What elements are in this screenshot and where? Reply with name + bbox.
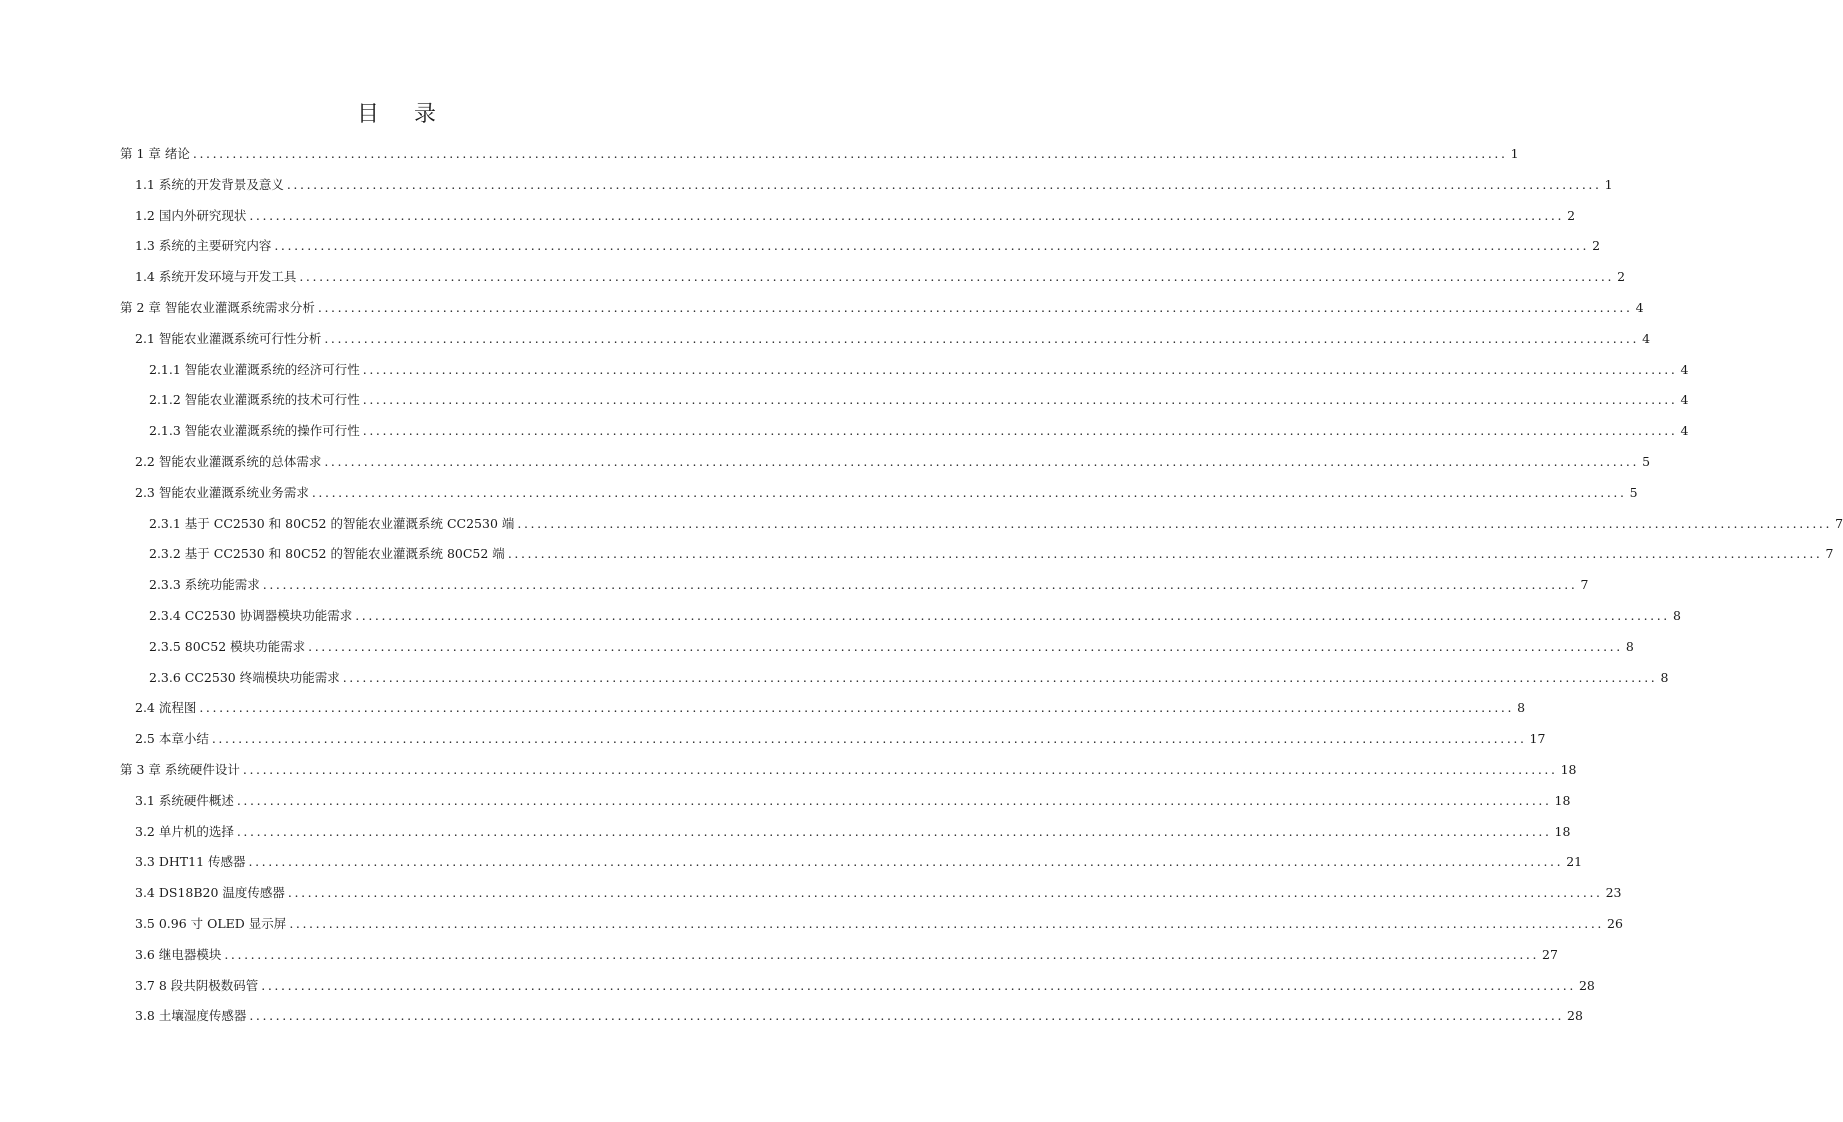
toc-entry xyxy=(149,512,1843,532)
toc-entry-label: 1.4 系统开发环境与开发工具 xyxy=(135,269,297,285)
toc-entry-page-number: 26 xyxy=(1607,916,1623,931)
toc-entry xyxy=(135,696,1526,716)
toc-entry-page-number: 4 xyxy=(1680,392,1689,408)
toc-entry-page-number: 18 xyxy=(1554,792,1571,808)
toc-dot-leader: ........................................................................................................................................................................................................ xyxy=(289,916,1604,931)
toc-entry-page-number: 8 xyxy=(1517,700,1526,716)
toc-dot-leader: ........................................................................................................................................................................................................ xyxy=(192,146,1508,161)
toc-dot-leader: ........................................................................................................................................................................................................ xyxy=(517,515,1833,531)
toc-entry-label: 3.5 0.96 寸 OLED 显示屏 xyxy=(135,916,287,931)
toc-entry-page-number: 1 xyxy=(1510,146,1519,161)
toc-entry-label: 2.2 智能农业灌溉系统的总体需求 xyxy=(135,454,322,469)
toc-entry-label: 3.4 DS18B20 温度传感器 xyxy=(135,885,285,901)
toc-entry xyxy=(135,173,1613,193)
toc-entry-label: 2.4 流程图 xyxy=(135,700,197,716)
toc-dot-leader: ........................................................................................................................................................................................................ xyxy=(342,669,1658,685)
toc-entry-label: 2.1.2 智能农业灌溉系统的技术可行性 xyxy=(149,392,360,408)
toc-dot-leader: ........................................................................................................................................................................................................ xyxy=(324,454,1640,469)
toc-dot-leader: ........................................................................................................................................................................................................ xyxy=(274,238,1590,254)
toc-entry-page-number: 2 xyxy=(1592,238,1601,254)
toc-entry xyxy=(135,820,1571,840)
toc-entry-label: 2.3.3 系统功能需求 xyxy=(149,577,260,593)
toc-entry-page-number: 4 xyxy=(1680,361,1689,377)
toc-dot-leader: ........................................................................................................................................................................................................ xyxy=(242,762,1558,777)
toc-entry xyxy=(135,881,1622,901)
toc-entry xyxy=(135,912,1623,932)
toc-entry-label: 2.3.5 80C52 模块功能需求 xyxy=(149,638,306,654)
toc-entry-label: 第 2 章 智能农业灌溉系统需求分析 xyxy=(120,300,315,315)
toc-entry xyxy=(135,204,1576,224)
toc-entry-label: 3.6 继电器模块 xyxy=(135,946,222,962)
toc-entry-label: 2.3.4 CC2530 协调器模块功能需求 xyxy=(149,608,353,623)
toc-dot-leader: ........................................................................................................................................................................................................ xyxy=(299,269,1615,285)
toc-entry-label: 3.8 土壤湿度传感器 xyxy=(135,1008,247,1024)
toc-entry xyxy=(135,727,1546,747)
toc-entry-label: 2.1.3 智能农业灌溉系统的操作可行性 xyxy=(149,423,360,439)
toc-entry-page-number: 21 xyxy=(1566,854,1583,870)
toc-entry xyxy=(149,635,1634,655)
toc-dot-leader: ........................................................................................................................................................................................................ xyxy=(324,330,1640,346)
toc-dot-leader: ........................................................................................................................................................................................................ xyxy=(199,700,1515,716)
toc-dot-leader: ........................................................................................................................................................................................................ xyxy=(224,946,1540,962)
toc-entry-page-number: 5 xyxy=(1642,454,1651,469)
toc-entry xyxy=(149,666,1669,686)
toc-dot-leader: ........................................................................................................................................................................................................ xyxy=(362,392,1678,408)
toc-entry-label: 2.1 智能农业灌溉系统可行性分析 xyxy=(135,330,322,346)
toc-entry-page-number: 7 xyxy=(1825,546,1834,562)
toc-entry-page-number: 18 xyxy=(1554,823,1571,839)
toc-entry-label: 1.2 国内外研究现状 xyxy=(135,207,247,223)
toc-dot-leader: ........................................................................................................................................................................................................ xyxy=(211,731,1527,747)
toc-dot-leader: ........................................................................................................................................................................................................ xyxy=(507,546,1823,562)
toc-entry-page-number: 8 xyxy=(1660,669,1669,685)
toc-entry-page-number: 1 xyxy=(1604,176,1613,192)
toc-entry-label: 2.1.1 智能农业灌溉系统的经济可行性 xyxy=(149,361,360,377)
toc-dot-leader: ........................................................................................................................................................................................................ xyxy=(286,176,1602,192)
toc-entry xyxy=(120,758,1577,778)
toc-entry-page-number: 28 xyxy=(1578,977,1595,993)
toc-dot-leader: ........................................................................................................................................................................................................ xyxy=(355,608,1670,623)
toc-entry-label: 2.5 本章小结 xyxy=(135,731,209,747)
toc-entry-page-number: 8 xyxy=(1625,638,1634,654)
toc-entry xyxy=(149,573,1589,593)
toc-entry xyxy=(149,358,1689,378)
toc-dot-leader: ........................................................................................................................................................................................................ xyxy=(317,300,1633,315)
toc-dot-leader: ........................................................................................................................................................................................................ xyxy=(362,361,1678,377)
toc-entry-page-number: 23 xyxy=(1605,885,1622,901)
toc-entry-label: 3.7 8 段共阴极数码管 xyxy=(135,977,259,993)
toc-entry xyxy=(135,974,1595,994)
toc-entry-label: 3.2 单片机的选择 xyxy=(135,823,234,839)
toc-entry xyxy=(149,388,1689,408)
toc-dot-leader: ........................................................................................................................................................................................................ xyxy=(311,484,1627,500)
toc-entry xyxy=(135,789,1571,809)
toc-entry-page-number: 5 xyxy=(1629,484,1638,500)
toc-entry-label: 第 3 章 系统硬件设计 xyxy=(120,762,240,777)
toc-entry-page-number: 4 xyxy=(1642,330,1651,346)
toc-entry xyxy=(135,450,1651,470)
toc-entry xyxy=(149,542,1834,562)
toc-entry xyxy=(135,265,1626,285)
toc-entry xyxy=(135,234,1601,254)
toc-dot-leader: ........................................................................................................................................................................................................ xyxy=(261,977,1576,993)
toc-entry-page-number: 28 xyxy=(1567,1008,1583,1024)
toc-entry-label: 2.3.6 CC2530 终端模块功能需求 xyxy=(149,669,340,685)
toc-entry-page-number: 7 xyxy=(1835,515,1843,531)
toc-entry-label: 2.3.1 基于 CC2530 和 80C52 的智能农业灌溉系统 CC2530 端 xyxy=(149,515,515,531)
toc-title: 目 录 xyxy=(357,102,450,127)
toc-entry xyxy=(135,481,1638,501)
toc-entry xyxy=(135,327,1651,347)
toc-entry-label: 2.3.2 基于 CC2530 和 80C52 的智能农业灌溉系统 80C52 端 xyxy=(149,546,505,562)
toc-entry-page-number: 2 xyxy=(1567,207,1576,223)
toc-entry-page-number: 27 xyxy=(1542,946,1558,962)
toc-entry-page-number: 7 xyxy=(1580,577,1589,593)
toc-entry xyxy=(120,296,1644,316)
toc-entry-label: 1.1 系统的开发背景及意义 xyxy=(135,176,284,192)
toc-entry xyxy=(135,850,1583,870)
toc-entry xyxy=(149,604,1681,624)
toc-dot-leader: ........................................................................................................................................................................................................ xyxy=(249,207,1565,223)
toc-entry-label: 2.3 智能农业灌溉系统业务需求 xyxy=(135,484,309,500)
toc-dot-leader: ........................................................................................................................................................................................................ xyxy=(249,1008,1565,1024)
toc-entry xyxy=(120,142,1519,162)
toc-entry-page-number: 2 xyxy=(1617,269,1626,285)
toc-entry-label: 1.3 系统的主要研究内容 xyxy=(135,238,272,254)
toc-dot-leader: ........................................................................................................................................................................................................ xyxy=(236,823,1552,839)
toc-entry-label: 3.1 系统硬件概述 xyxy=(135,792,234,808)
toc-dot-leader: ........................................................................................................................................................................................................ xyxy=(262,577,1578,593)
toc-entry-page-number: 4 xyxy=(1635,300,1644,315)
toc-entry xyxy=(135,1004,1583,1024)
toc-dot-leader: ........................................................................................................................................................................................................ xyxy=(236,792,1552,808)
toc-dot-leader: ........................................................................................................................................................................................................ xyxy=(248,854,1564,870)
toc-entry xyxy=(149,419,1689,439)
toc-dot-leader: ........................................................................................................................................................................................................ xyxy=(287,885,1603,901)
toc-entry-page-number: 17 xyxy=(1529,731,1546,747)
toc-dot-leader: ........................................................................................................................................................................................................ xyxy=(362,423,1678,439)
toc-entry-page-number: 4 xyxy=(1680,423,1689,439)
toc-entry-label: 第 1 章 绪论 xyxy=(120,146,190,161)
toc-dot-leader: ........................................................................................................................................................................................................ xyxy=(308,638,1623,654)
toc-entry-page-number: 8 xyxy=(1672,608,1681,623)
toc-entry-label: 3.3 DHT11 传感器 xyxy=(135,854,246,870)
toc-entry xyxy=(135,943,1558,963)
toc-entry-page-number: 18 xyxy=(1560,762,1577,777)
